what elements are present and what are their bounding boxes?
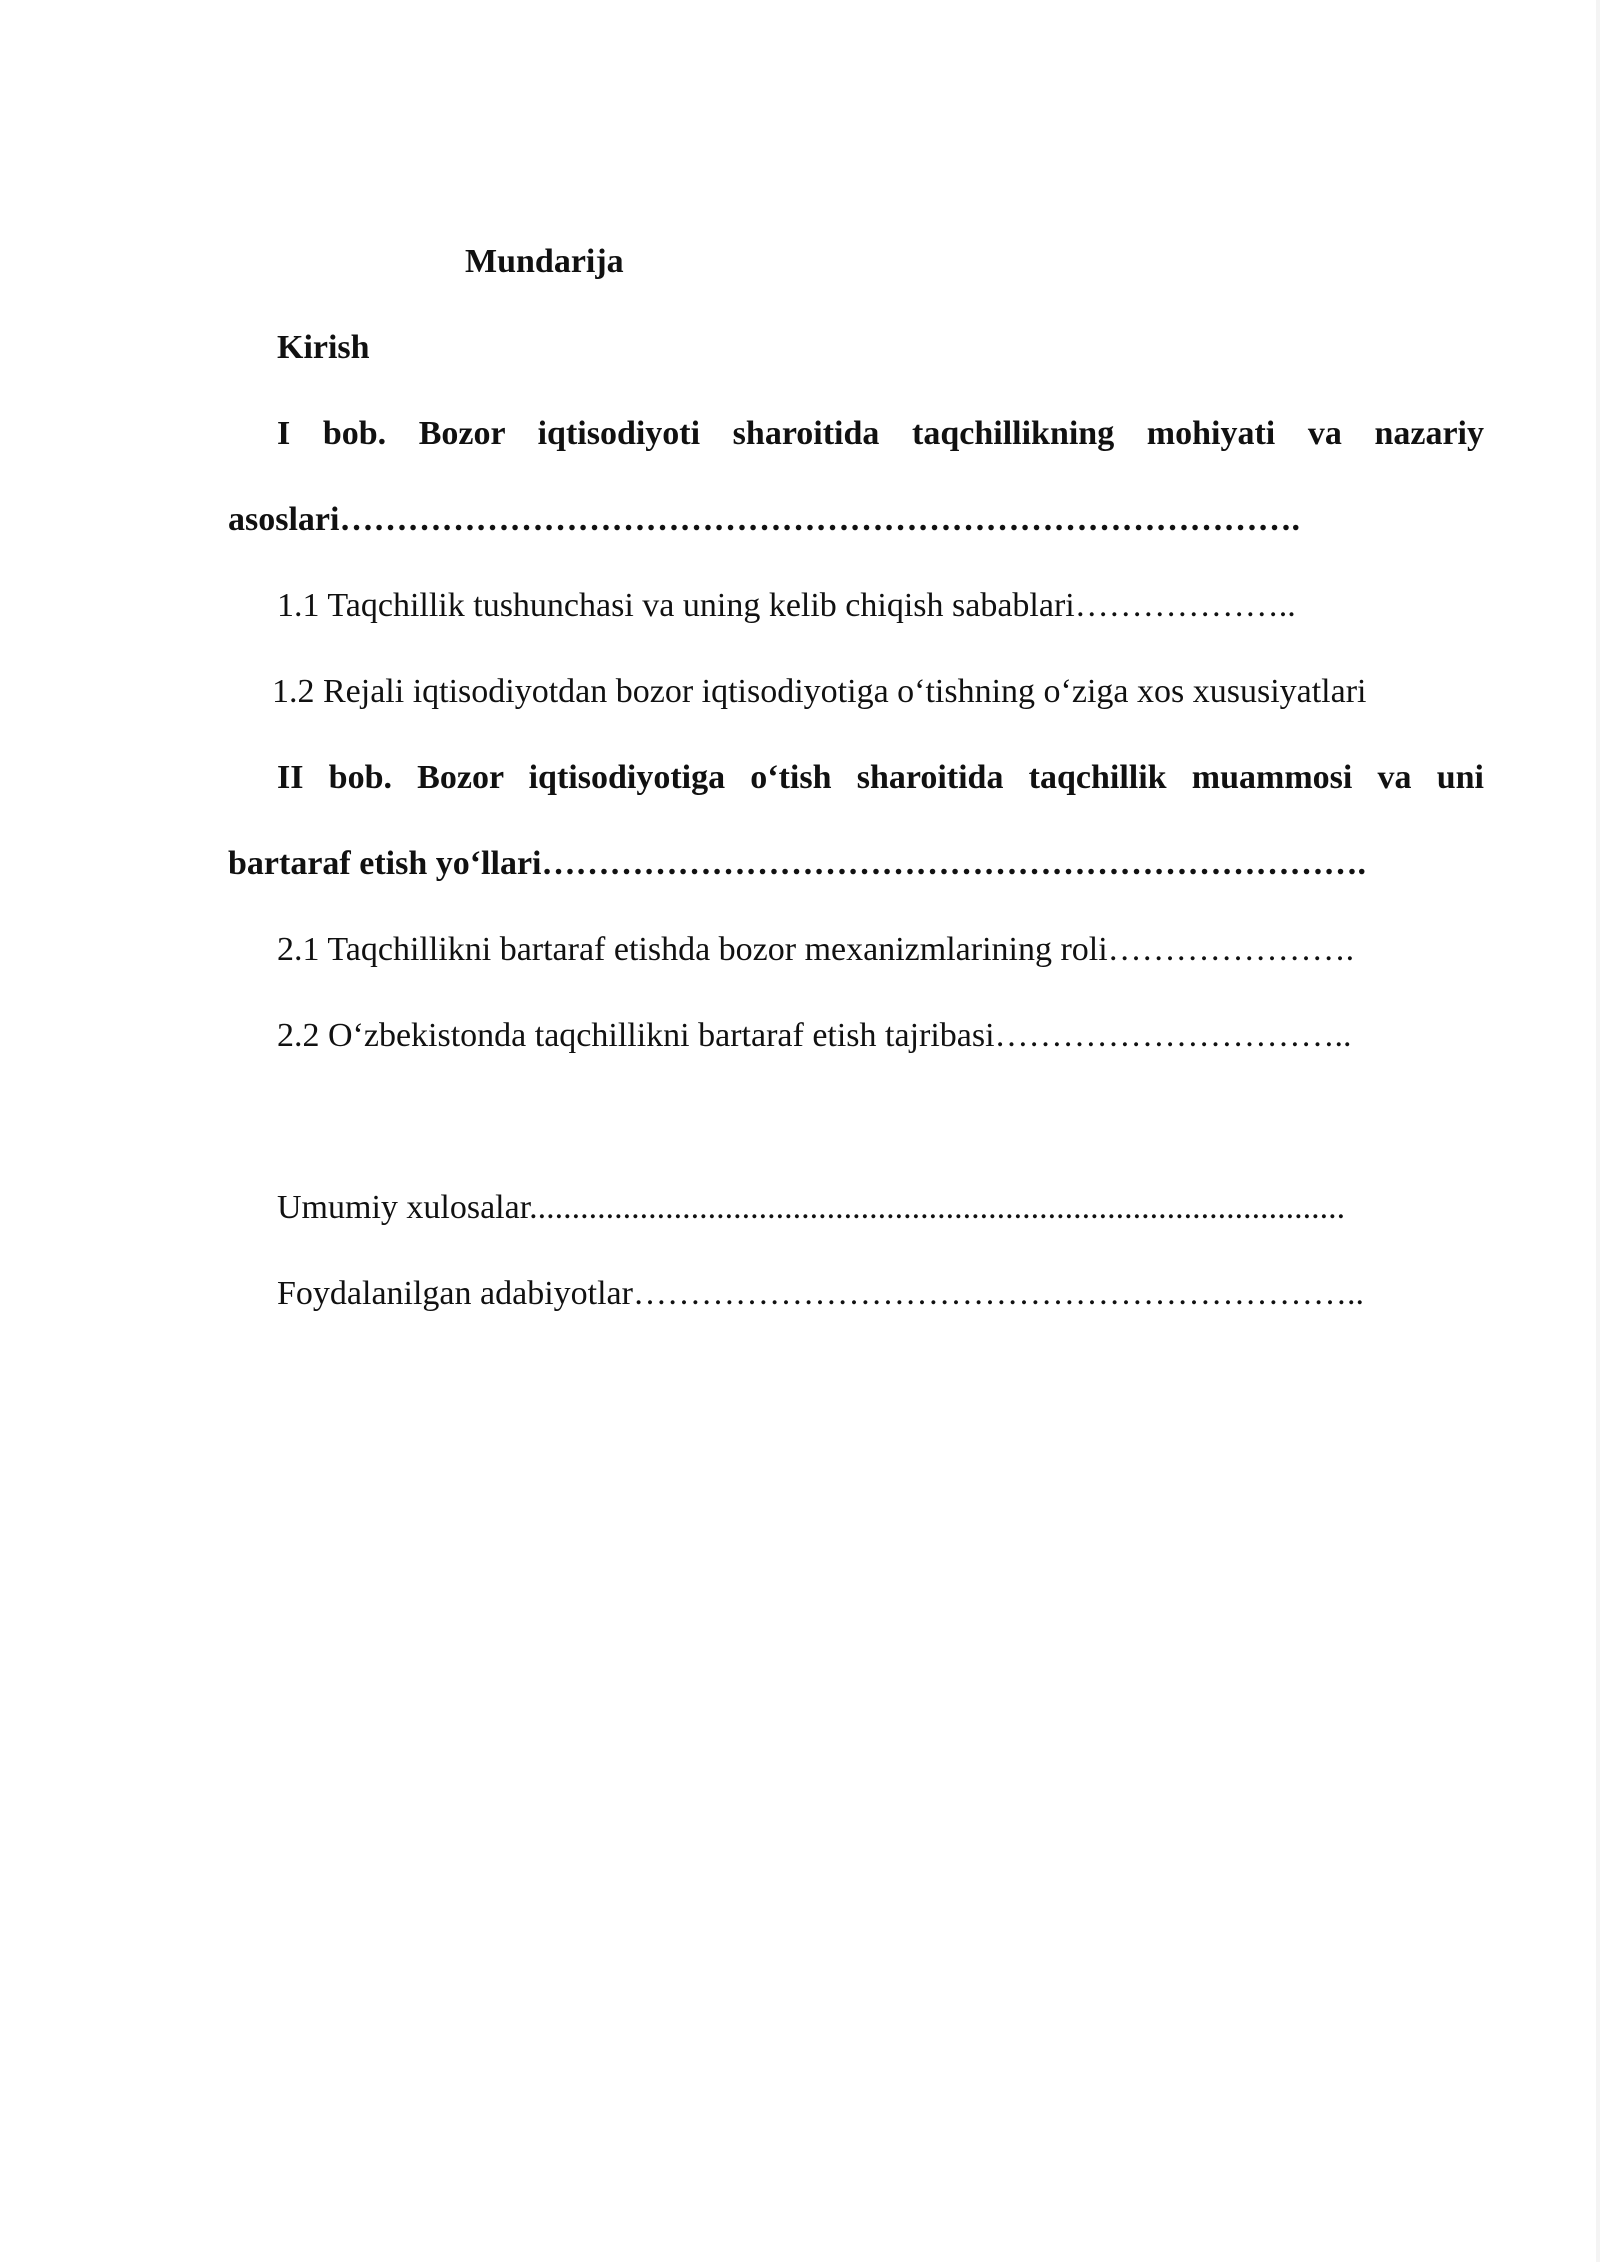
toc-entry-section-2-2: 2.2 O‘zbekistonda taqchillikni bartaraf etish tajribasi…………………………..: [277, 1017, 1352, 1054]
toc-title: Mundarija: [465, 243, 624, 280]
toc-entry-chapter1-line2: asoslari………………………………………………………………………….: [228, 501, 1300, 538]
toc-entry-chapter2-line1: II bob. Bozor iqtisodiyotiga o‘tish sharoitida taqchillik muammosi va uni: [277, 759, 1484, 796]
toc-entry-section-2-1: 2.1 Taqchillikni bartaraf etishda bozor mexanizmlarining roli………………….: [277, 931, 1355, 968]
toc-entry-intro: Kirish: [277, 329, 370, 366]
page-edge-shadow: [1596, 0, 1600, 2262]
toc-entry-conclusion: Umumiy xulosalar................................................................................................: [277, 1189, 1346, 1226]
toc-entry-section-1-1: 1.1 Taqchillik tushunchasi va uning kelib chiqish sabablari………………..: [277, 587, 1296, 624]
toc-entry-chapter2-line2: bartaraf etish yo‘llari……………………………………………………………….: [228, 845, 1366, 882]
toc-entry-section-1-2: 1.2 Rejali iqtisodiyotdan bozor iqtisodiyotiga o‘tishning o‘ziga xos xususiyatlari: [272, 673, 1367, 710]
toc-entry-references: Foydalanilgan adabiyotlar………………………………………………………..: [277, 1275, 1364, 1312]
toc-entry-chapter1-line1: I bob. Bozor iqtisodiyoti sharoitida taqchillikning mohiyati va nazariy: [277, 415, 1484, 452]
